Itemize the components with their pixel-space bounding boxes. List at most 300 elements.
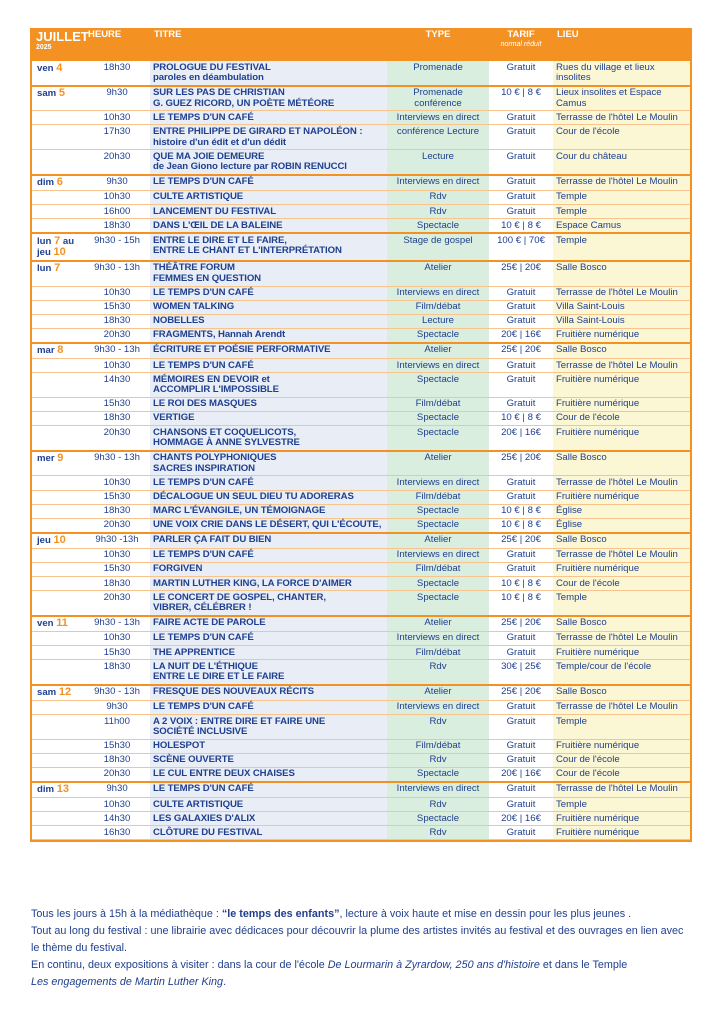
row-hour-text: 10h30 xyxy=(103,632,131,644)
row-title-line1: QUE MA JOIE DEMEURE xyxy=(153,150,265,162)
row-lieu-text: Fruitière numérique xyxy=(556,826,640,838)
table-row xyxy=(32,715,690,740)
row-type-text: Spectacle xyxy=(416,219,460,231)
row-title-line2: de Jean Giono lecture par ROBIN RENUCCI xyxy=(153,161,347,173)
row-title xyxy=(150,826,387,840)
row-title-line1: FRESQUE DES NOUVEAUX RÉCITS xyxy=(153,686,314,698)
row-title xyxy=(150,190,387,204)
row-title-line1: VERTIGE xyxy=(153,412,195,424)
row-tarif-text: Gratuit xyxy=(506,150,536,162)
row-title xyxy=(150,812,387,826)
row-lieu xyxy=(553,314,690,328)
row-hour xyxy=(84,111,150,125)
row-title xyxy=(150,490,387,504)
row-type xyxy=(387,715,489,740)
row-lieu xyxy=(553,798,690,812)
row-tarif-text: 10 € | 8 € xyxy=(501,591,541,603)
row-tarif-text: Gratuit xyxy=(506,398,536,410)
row-type xyxy=(387,646,489,660)
row-date xyxy=(32,646,84,660)
table-row xyxy=(32,359,690,373)
row-title xyxy=(150,767,387,782)
row-hour-text: 9h30 - 13h xyxy=(94,617,140,629)
row-tarif-text: 20€ | 16€ xyxy=(501,812,541,824)
row-tarif-text: Gratuit xyxy=(506,491,536,502)
row-title-line2: FEMMES EN QUESTION xyxy=(153,273,262,284)
row-type-text: Spectacle xyxy=(416,505,460,517)
row-title-line2: SOCIÉTÉ INCLUSIVE xyxy=(153,726,248,738)
row-title xyxy=(150,111,387,125)
row-title xyxy=(150,518,387,533)
row-type xyxy=(387,548,489,562)
table-row xyxy=(32,86,690,111)
row-type xyxy=(387,190,489,204)
note-bookshop: Tout au long du festival : une librairie avec dédicaces pour découvrir la plume des artistes invités au festival et des ouvrages en lien avec le thème du festival. xyxy=(31,925,684,954)
row-tarif-text: Gratuit xyxy=(506,373,536,385)
row-lieu-text: Terrasse de l'hôtel Le Moulin xyxy=(556,176,678,188)
header-hour: HEURE xyxy=(84,28,150,60)
row-type-text: Film/débat xyxy=(415,398,461,410)
row-tarif xyxy=(489,125,553,150)
row-type xyxy=(387,125,489,150)
row-lieu-text: Fruitière numérique xyxy=(556,563,640,575)
row-title-line1: FRAGMENTS, Hannah Arendt xyxy=(153,329,286,341)
row-type-text: Interviews en direct xyxy=(396,549,480,561)
row-lieu-text: Villa Saint-Louis xyxy=(556,315,625,327)
row-hour-text: 9h30 xyxy=(106,701,128,713)
row-lieu-text: Terrasse de l'hôtel Le Moulin xyxy=(556,549,678,561)
row-type xyxy=(387,219,489,234)
row-day: mer xyxy=(37,453,55,465)
row-date xyxy=(32,397,84,411)
row-hour xyxy=(84,190,150,204)
row-tarif-text: Gratuit xyxy=(506,315,536,327)
row-date xyxy=(32,314,84,328)
table-row xyxy=(32,490,690,504)
table-row xyxy=(32,261,690,286)
row-type-text: Atelier xyxy=(424,617,452,629)
row-lieu xyxy=(553,451,690,476)
row-day: dim xyxy=(37,177,55,189)
table-row xyxy=(32,782,690,798)
row-day-number: 13 xyxy=(56,783,69,796)
row-hour xyxy=(84,261,150,286)
row-date xyxy=(32,286,84,300)
row-date xyxy=(32,111,84,125)
table-row xyxy=(32,548,690,562)
table-row xyxy=(32,426,690,451)
row-type xyxy=(387,233,489,261)
table-row xyxy=(32,504,690,518)
row-tarif xyxy=(489,767,553,782)
row-hour xyxy=(84,125,150,150)
row-hour xyxy=(84,518,150,533)
row-date xyxy=(32,233,84,261)
row-tarif-text: Gratuit xyxy=(506,715,536,727)
row-title-line1: MARC L'ÉVANGILE, UN TÉMOIGNAGE xyxy=(153,505,326,517)
row-lieu-text: Fruitière numérique xyxy=(556,491,640,502)
row-lieu xyxy=(553,577,690,591)
row-title-line2: VIBRER, CÉLÉBRER ! xyxy=(153,602,252,614)
row-lieu xyxy=(553,715,690,740)
row-tarif xyxy=(489,753,553,767)
note-exhibitions-title2: Les engagements de Martin Luther King xyxy=(31,976,224,988)
row-lieu xyxy=(553,60,690,86)
row-lieu-text: Fruitière numérique xyxy=(556,398,640,410)
row-type xyxy=(387,343,489,359)
row-hour-text: 10h30 xyxy=(103,359,131,371)
row-hour xyxy=(84,533,150,549)
row-lieu-text: Temple xyxy=(556,205,587,217)
note-exhibitions-title1: De Lourmarin à Zyrardow, 250 ans d'histoire xyxy=(327,959,540,971)
row-date xyxy=(32,753,84,767)
row-type-text: Spectacle xyxy=(416,426,460,438)
row-date xyxy=(32,591,84,616)
row-date xyxy=(32,631,84,645)
row-tarif xyxy=(489,548,553,562)
table-row xyxy=(32,397,690,411)
row-date xyxy=(32,490,84,504)
row-hour xyxy=(84,233,150,261)
row-type-text: Spectacle xyxy=(416,329,460,341)
table-row xyxy=(32,314,690,328)
row-title-line1: LA NUIT DE L'ÉTHIQUE xyxy=(153,660,258,672)
row-tarif xyxy=(489,782,553,798)
row-hour xyxy=(84,767,150,782)
row-hour xyxy=(84,411,150,425)
row-hour-text: 15h30 xyxy=(103,563,131,575)
row-day-number: 9 xyxy=(57,452,64,465)
row-date xyxy=(32,812,84,826)
row-hour xyxy=(84,753,150,767)
row-hour xyxy=(84,300,150,314)
row-lieu xyxy=(553,685,690,701)
row-lieu xyxy=(553,476,690,490)
row-day-number: 5 xyxy=(58,87,65,100)
row-title-line1: LES GALAXIES D'ALIX xyxy=(153,812,256,824)
row-tarif-text: Gratuit xyxy=(506,740,536,752)
row-hour-text: 11h00 xyxy=(104,715,130,727)
row-hour xyxy=(84,150,150,175)
row-date xyxy=(32,411,84,425)
row-hour-text: 9h30 - 13h xyxy=(94,686,140,698)
row-title-line1: SCÈNE OUVERTE xyxy=(153,754,234,766)
header-year: 2025 xyxy=(36,44,52,51)
row-title xyxy=(150,504,387,518)
note-children-highlight: “le temps des enfants” xyxy=(221,908,340,920)
row-type-text: Interviews en direct xyxy=(396,476,480,488)
row-lieu-text: Terrasse de l'hôtel Le Moulin xyxy=(556,476,678,488)
row-type-text: Spectacle xyxy=(416,812,460,824)
row-lieu xyxy=(553,660,690,685)
row-type-text: Interviews en direct xyxy=(396,783,480,795)
row-title-line1: LANCEMENT DU FESTIVAL xyxy=(153,205,276,217)
row-lieu-text: Villa Saint-Louis xyxy=(556,301,625,313)
row-lieu-text: Église xyxy=(556,505,583,517)
row-hour xyxy=(84,286,150,300)
row-tarif-text: Gratuit xyxy=(506,646,536,658)
table-row xyxy=(32,767,690,782)
table-row xyxy=(32,300,690,314)
row-date xyxy=(32,300,84,314)
row-title xyxy=(150,373,387,398)
row-type-text: Spectacle xyxy=(416,768,460,780)
row-type-text: Atelier xyxy=(424,452,452,464)
row-tarif xyxy=(489,261,553,286)
header-tarif-sub: normal réduit xyxy=(500,41,542,49)
row-date xyxy=(32,798,84,812)
row-tarif-text: 10 € | 8 € xyxy=(501,219,541,231)
row-hour-text: 9h30 xyxy=(106,783,128,795)
row-title xyxy=(150,175,387,191)
row-hour-text: 15h30 xyxy=(103,301,131,313)
row-hour-text: 10h30 xyxy=(103,798,131,810)
row-title xyxy=(150,125,387,150)
row-tarif-text: 10 € | 8 € xyxy=(501,505,541,517)
row-hour-text: 9h30 - 15h xyxy=(94,234,140,246)
row-title-line1: WOMEN TALKING xyxy=(153,301,235,313)
row-tarif xyxy=(489,373,553,398)
table-row xyxy=(32,577,690,591)
row-title-line2: G. GUEZ RICORD, UN POÈTE MÉTÉORE xyxy=(153,97,335,109)
row-title xyxy=(150,411,387,425)
row-title-line1: NOBELLES xyxy=(153,315,205,327)
row-title-line1: FORGIVEN xyxy=(153,563,203,575)
row-lieu xyxy=(553,739,690,753)
row-date xyxy=(32,373,84,398)
row-title-line1: CLÔTURE DU FESTIVAL xyxy=(153,826,263,838)
row-type-text: Atelier xyxy=(424,686,452,698)
row-lieu-text: Lieux insolites et Espace Camus xyxy=(556,87,662,109)
table-row xyxy=(32,798,690,812)
header-type: TYPE xyxy=(387,28,489,60)
table-row xyxy=(32,451,690,476)
row-tarif-text: Gratuit xyxy=(506,754,536,766)
row-title-line1: LE CONCERT DE GOSPEL, CHANTER, xyxy=(153,591,326,603)
row-lieu-text: Cour de l'école xyxy=(556,577,620,589)
row-type-text: Interviews en direct xyxy=(396,701,480,713)
row-date xyxy=(32,562,84,576)
row-lieu-text: Salle Bosco xyxy=(556,686,607,698)
row-hour-text: 10h30 xyxy=(103,191,131,203)
row-hour-text: 9h30 - 13h xyxy=(94,262,140,274)
row-lieu-text: Terrasse de l'hôtel Le Moulin xyxy=(556,287,678,299)
row-lieu-text: Salle Bosco xyxy=(556,617,607,629)
row-lieu xyxy=(553,411,690,425)
row-date xyxy=(32,533,84,549)
row-tarif xyxy=(489,359,553,373)
row-title-line1: MARTIN LUTHER KING, LA FORCE D'AIMER xyxy=(153,577,352,589)
row-lieu-text: Cour de l'école xyxy=(556,412,620,424)
row-type-text: Spectacle xyxy=(416,591,460,603)
row-tarif xyxy=(489,219,553,234)
row-tarif xyxy=(489,300,553,314)
row-lieu-text: Fruitière numérique xyxy=(556,329,640,341)
row-title-line1: ÉCRITURE ET POÉSIE PERFORMATIVE xyxy=(153,344,331,356)
row-type-text: Rdv xyxy=(429,798,447,810)
row-lieu xyxy=(553,175,690,191)
program-table xyxy=(32,28,690,840)
row-tarif-text: 10 € | 8 € xyxy=(501,412,541,424)
row-hour-text: 16h30 xyxy=(103,826,131,838)
row-date xyxy=(32,700,84,714)
row-title-line1: LE TEMPS D'UN CAFÉ xyxy=(153,476,254,488)
row-date xyxy=(32,86,84,111)
row-hour xyxy=(84,328,150,343)
row-hour xyxy=(84,205,150,219)
row-lieu xyxy=(553,812,690,826)
row-hour-text: 15h30 xyxy=(103,646,131,658)
row-title-line1: PARLER ÇA FAIT DU BIEN xyxy=(153,534,272,546)
table-row xyxy=(32,616,690,632)
row-type-text: Rdv xyxy=(429,660,447,672)
row-title-line2: HOMMAGE À ANNE SYLVESTRE xyxy=(153,437,300,449)
row-title-line1: LE ROI DES MASQUES xyxy=(153,398,257,410)
row-type xyxy=(387,562,489,576)
row-lieu-text: Temple xyxy=(556,591,587,603)
row-tarif xyxy=(489,616,553,632)
row-hour xyxy=(84,616,150,632)
row-hour xyxy=(84,739,150,753)
row-day-number: 4 xyxy=(56,61,63,74)
row-tarif-text: 30€ | 25€ xyxy=(501,660,541,672)
table-row xyxy=(32,150,690,175)
row-type xyxy=(387,328,489,343)
row-type xyxy=(387,111,489,125)
row-title-line1: CHANTS POLYPHONIQUES xyxy=(153,452,277,464)
table-row xyxy=(32,685,690,701)
row-lieu-text: Cour de l'école xyxy=(556,754,620,766)
table-row xyxy=(32,328,690,343)
row-tarif-text: 25€ | 20€ xyxy=(501,686,541,698)
row-lieu-text: Fruitière numérique xyxy=(556,740,640,752)
row-title xyxy=(150,300,387,314)
row-lieu xyxy=(553,426,690,451)
row-type-text: Interviews en direct xyxy=(396,176,480,188)
table-row xyxy=(32,373,690,398)
row-title xyxy=(150,753,387,767)
row-hour-text: 20h30 xyxy=(103,591,131,603)
row-day-number: 11 xyxy=(56,617,68,630)
row-lieu-text: Église xyxy=(556,519,583,531)
table-row xyxy=(32,125,690,150)
table-header-row xyxy=(32,28,690,60)
row-day-end: au jeu xyxy=(37,235,75,259)
row-title-line1: SUR LES PAS DE CHRISTIAN xyxy=(153,87,285,99)
row-type xyxy=(387,700,489,714)
row-lieu-text: Cour du château xyxy=(556,150,627,162)
table-row xyxy=(32,660,690,685)
row-tarif xyxy=(489,86,553,111)
row-type xyxy=(387,300,489,314)
row-title-line1: LE CUL ENTRE DEUX CHAISES xyxy=(153,768,295,780)
table-row xyxy=(32,411,690,425)
table-row xyxy=(32,631,690,645)
row-hour xyxy=(84,314,150,328)
row-hour-text: 15h30 xyxy=(103,491,131,502)
row-title-line2: paroles en déambulation xyxy=(153,72,264,84)
row-tarif-text: 20€ | 16€ xyxy=(501,768,541,780)
row-lieu xyxy=(553,125,690,150)
row-lieu xyxy=(553,205,690,219)
row-hour-text: 18h30 xyxy=(103,315,131,327)
row-title-line1: PROLOGUE DU FESTIVAL xyxy=(153,61,271,73)
row-title-line1: LE TEMPS D'UN CAFÉ xyxy=(153,783,254,795)
row-lieu-text: Terrasse de l'hôtel Le Moulin xyxy=(556,632,678,644)
row-hour-text: 14h30 xyxy=(103,373,131,385)
row-day-number: 7 xyxy=(54,262,61,275)
row-title-line2: SACRES INSPIRATION xyxy=(153,462,255,474)
row-type-text: Atelier xyxy=(424,534,452,546)
row-title-line1: LE TEMPS D'UN CAFÉ xyxy=(153,287,254,299)
row-type xyxy=(387,782,489,798)
row-hour-text: 9h30 - 13h xyxy=(94,452,140,464)
row-hour xyxy=(84,60,150,86)
row-tarif-text: Gratuit xyxy=(506,287,536,299)
table-row xyxy=(32,700,690,714)
row-tarif xyxy=(489,190,553,204)
row-title xyxy=(150,343,387,359)
row-date xyxy=(32,577,84,591)
row-hour-text: 20h30 xyxy=(103,426,131,438)
row-date xyxy=(32,190,84,204)
row-hour xyxy=(84,219,150,234)
row-date xyxy=(32,60,84,86)
row-date xyxy=(32,451,84,476)
row-tarif-text: Gratuit xyxy=(506,701,536,713)
row-lieu-text: Fruitière numérique xyxy=(556,373,640,385)
row-type-text: Spectacle xyxy=(416,577,460,589)
table-row xyxy=(32,60,690,86)
row-hour-text: 15h30 xyxy=(103,740,131,752)
row-type xyxy=(387,767,489,782)
row-title-line2: histoire d'un édit et d'un dédit xyxy=(153,136,287,148)
row-hour xyxy=(84,426,150,451)
row-day-number: 12 xyxy=(58,686,72,699)
row-type xyxy=(387,261,489,286)
row-lieu xyxy=(553,753,690,767)
row-hour-text: 9h30 xyxy=(106,87,128,99)
row-type-text: Rdv xyxy=(429,205,447,217)
row-lieu-text: Terrasse de l'hôtel Le Moulin xyxy=(556,111,678,123)
row-hour-text: 10h30 xyxy=(103,111,131,123)
row-tarif-text: 100 € | 70€ xyxy=(497,234,545,246)
row-tarif-text: Gratuit xyxy=(506,826,536,838)
row-type-text: Promenade conférence xyxy=(413,87,463,109)
row-hour xyxy=(84,577,150,591)
note-exhibitions xyxy=(31,957,693,991)
row-tarif xyxy=(489,631,553,645)
row-tarif xyxy=(489,490,553,504)
row-type-text: Spectacle xyxy=(416,412,460,424)
row-date xyxy=(32,616,84,632)
row-hour-text: 9h30 -13h xyxy=(95,534,139,546)
row-date xyxy=(32,205,84,219)
row-lieu xyxy=(553,397,690,411)
row-type-text: Atelier xyxy=(424,262,452,274)
row-lieu xyxy=(553,631,690,645)
row-lieu-text: Rues du village et lieux insolites xyxy=(556,61,655,84)
row-type-text: Rdv xyxy=(429,754,447,766)
table-row xyxy=(32,562,690,576)
footer-notes xyxy=(31,906,693,991)
row-tarif xyxy=(489,411,553,425)
row-tarif xyxy=(489,562,553,576)
row-tarif xyxy=(489,826,553,840)
row-type xyxy=(387,591,489,616)
row-type-text: Lecture xyxy=(422,315,454,327)
row-type-text: Film/débat xyxy=(415,646,461,658)
